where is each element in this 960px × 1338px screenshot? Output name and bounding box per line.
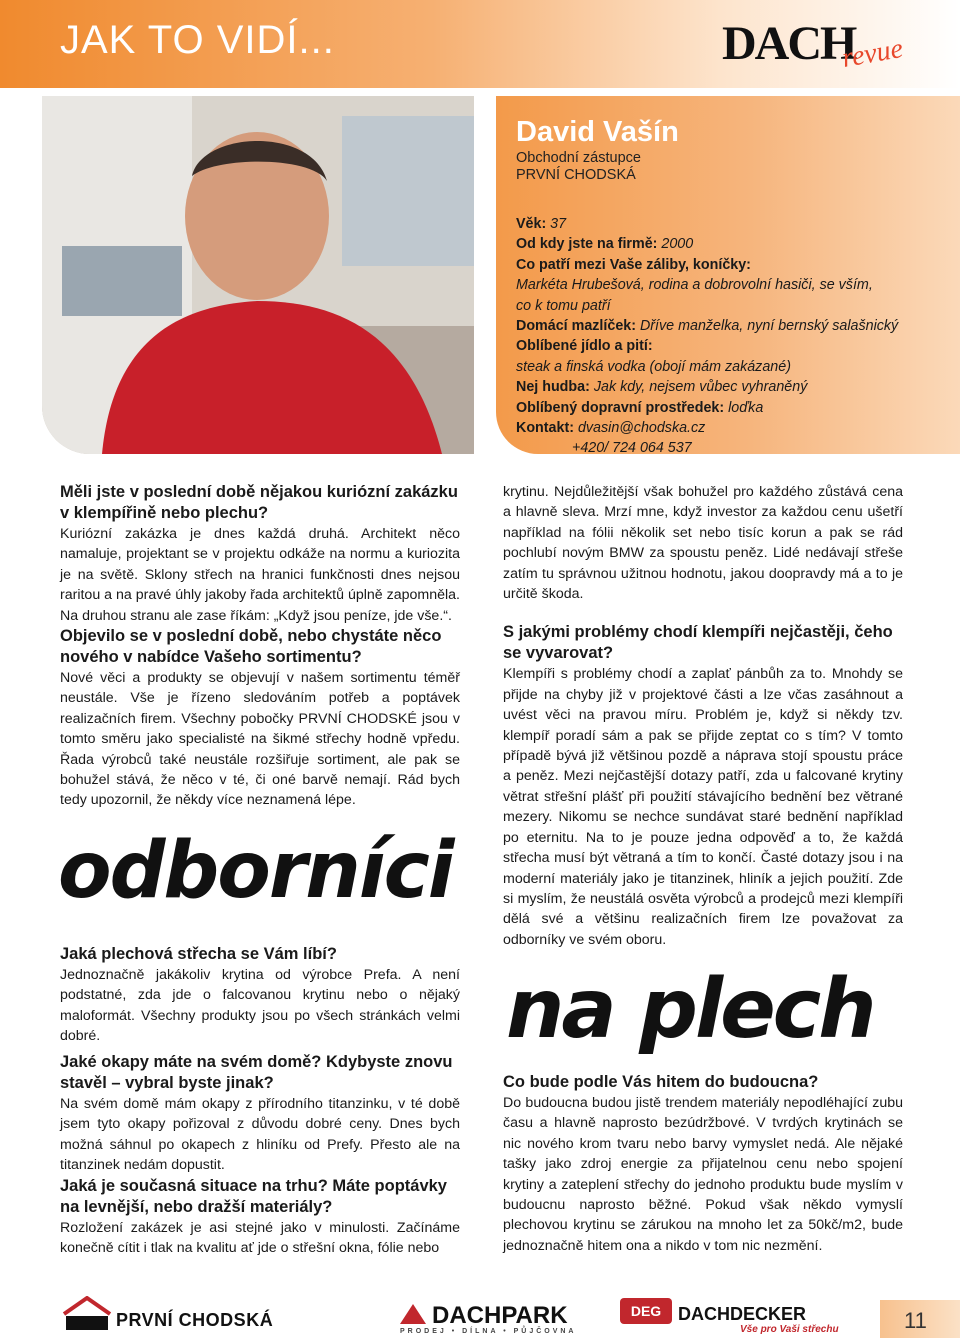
brand-dachdecker-tagline: Vše pro Vaši střechu <box>740 1324 839 1335</box>
answer-text: Do budoucna budou jistě trendem materiály nepodléhající zubu času a hlavně naprosto bezúdržbové. V tvrdých krytinách se nic nového krom tvaru nebo barvy vymyslet nedá. Ale nějaké tašky jako zdroj energie za přijatelnou cenu nebo spojení krytiny a zateplení střechy do jednoho produktu bude myslím v budoucnu naprosto běžné. Pokud však někdo vymyslí plechovou krytinu se zárukou na mnoho let za 50kč/m2, bude jednoznačně hitem ona a nikdo v tom nic nezmění. <box>503 1095 903 1254</box>
answer-text: Kuriózní zakázka je dnes každá druhá. Architekt něco namaluje, projektant se v projektu odkáže na normu a kuriozita je na světě. Sklony střech na hranici funkčnosti dnes nejsou raritou a na pravé úhly jakoby řada architektů úplně zapomněla. Na druhou stranu ale zase říkám: „Když jsou peníze, jde vše.“. <box>60 526 460 624</box>
brand-dachdecker: DACHDECKER <box>678 1304 807 1324</box>
question-heading: Měli jste v poslední době nějakou kuriózní zakázku v klempířině nebo plechu? <box>60 483 458 522</box>
question-heading: Objevilo se v poslední době, nebo chystáte něco nového v nabídce Vašeho sortimentu? <box>60 627 442 667</box>
profile-box <box>496 96 960 457</box>
svg-text:DEG: DEG <box>630 1303 662 1319</box>
article-left-middle <box>60 944 460 1047</box>
portrait-photo <box>42 96 474 454</box>
brand-dachpark: DACHPARK <box>432 1302 568 1329</box>
article-right-top <box>503 482 903 950</box>
article-left-bottom <box>60 1052 460 1258</box>
dach-revue-logo-sub: revue <box>839 32 906 75</box>
fact-line: co k tomu patří <box>516 297 611 314</box>
answer-text: Klempíři s problémy chodí a zaplať pánbůh za to. Mnohdy se přijde na chyby již v projektové části a lze včas zasáhnout a uvést věci na pravou míru. Problém je, když si někdy tzv. klempíř poradí sám a pak se přijde zeptat co s tím? V tomto případě bývá již většinou pozdě a náprava stojí spoustu práce a peněz. Mezi nejčastější dotazy patří, zda u falcované krytiny větrat střešní plášť při použití stávajícího bednění bez větrané mezery. Nikomu se nechce sundávat staré bednění například po eternitu. Na to je pouze jedna odpověď a to, že každá střecha musí být větraná a tím to končí. Časté dotazy jsou i na moderní materiály jako je titanzinek, hliník a jejich použití. Zde si myslím, že neustálá osvěta výrobců a prodejců mezi klempíři dělá své a většinu realizačních firem lze považovat za odborníky ve svém oboru. <box>503 666 903 948</box>
question-heading: S jakými problémy chodí klempíři nejčastěji, čeho se vyvarovat? <box>503 623 893 663</box>
fact-line: Domácí mazlíček: Dříve manželka, nyní bernský salašnický <box>516 318 899 335</box>
fact-line: Nej hudba: Jak kdy, nejsem vůbec vyhraněný <box>516 379 808 396</box>
profile-role: Obchodní zástupce <box>516 150 641 166</box>
page-number: 11 <box>904 1308 927 1333</box>
fact-line: +420/ 724 064 537 <box>572 440 692 457</box>
page-number-box <box>880 1300 960 1338</box>
answer-text: Na svém domě mám okapy z přírodního titanzinku, v té době jsem tyto okapy pořizoval z důvodu dobré ceny. Dnes bych možná sáhnul po okapech z hliníku od Prefy. Přesto ale na titanzinek nedám dopustit. <box>60 1096 460 1174</box>
answer-text: Rozložení zakázek je asi stejné jako v minulosti. Začínáme konečně cítit i tlak na kvalitu ať jde o střešní okna, fólie nebo <box>60 1219 460 1257</box>
footer <box>0 1286 960 1338</box>
dach-revue-logo: DACH <box>722 17 856 70</box>
profile-company: PRVNÍ CHODSKÁ <box>516 167 636 183</box>
question-heading: Jaká plechová střecha se Vám líbí? <box>60 945 337 963</box>
deg-logo-icon <box>620 1298 672 1324</box>
fact-line: Co patří mezi Vaše záliby, koníčky: <box>516 256 751 273</box>
profile-facts <box>516 214 946 459</box>
fact-line: Kontakt: dvasin@chodska.cz <box>516 420 706 437</box>
dachpark-logo-icon <box>398 1300 428 1326</box>
fact-line: Oblíbený dopravní prostředek: loďka <box>516 399 764 416</box>
answer-text: Nové věci a produkty se objevují v našem sortimentu téměř neustále. Vše je řízeno sledováním potřeb a poptávek realizačních firem. Všechny pobočky PRVNÍ CHODSKÉ jsou v tomto směru jako specialisté na šikmé střechy hodně vpředu. Řada výrobců také neustále rozšiřuje sortiment, ale pak se bohužel stává, že něco v té, či oné barvě nemají. Rád bych tedy upozornil, že někdy více neznamená lépe. <box>60 670 460 809</box>
pull-word-odbornici: odborníci <box>58 826 453 916</box>
fact-line: Markéta Hrubešová, rodina a dobrovolní hasiči, se vším, <box>516 277 873 294</box>
question-heading: Jaké okapy máte na svém domě? Kdybyste znovu stavěl – vybral byste jinak? <box>60 1053 453 1092</box>
fact-line: steak a finská vodka (obojí mám zakázané) <box>516 358 791 375</box>
answer-text: Jednoznačně jakákoliv krytina od výrobce Prefa. A není podstatné, zda jde o falcovanou krytinu nebo o nějaký maloformát. Všechny produkty jsou po všech stránkách velmi dobré. <box>60 967 460 1045</box>
profile-name: David Vašín <box>516 116 679 148</box>
brand-prvni-chodska: PRVNÍ CHODSKÁ <box>116 1310 274 1330</box>
fact-line: Od kdy jste na firmě: 2000 <box>516 236 694 253</box>
pull-word-na-plech: na plech <box>506 962 874 1057</box>
brand-dachpark-tagline: PRODEJ • DÍLNA • PŮJČOVNA <box>400 1328 577 1335</box>
section-title: JAK TO VIDÍ... <box>60 18 335 62</box>
prvni-chodska-logo-icon <box>60 1296 114 1332</box>
fact-line: Věk: 37 <box>516 216 567 232</box>
question-heading: Jaká je současná situace na trhu? Máte poptávky na levnější, nebo dražší materiály? <box>60 1176 447 1216</box>
article-right-bottom <box>503 1072 903 1256</box>
answer-text: krytinu. Nejdůležitější však bohužel pro každého zůstává cena a hlavně sleva. Mrzí mne, když investor za každou cenu ušetří například na fólii několik set nebo tisíc korun a pak se rád pochlubí novým BMW za spoustu peněz. Lidé nedávají střeše zatím tu správnou užitnou hodnotu, jakou doopravdy má a to je určitě škoda. <box>503 484 903 603</box>
fact-line: Oblíbené jídlo a pití: <box>516 338 653 355</box>
article-left-top <box>60 482 460 811</box>
question-heading: Co bude podle Vás hitem do budoucna? <box>503 1073 819 1091</box>
